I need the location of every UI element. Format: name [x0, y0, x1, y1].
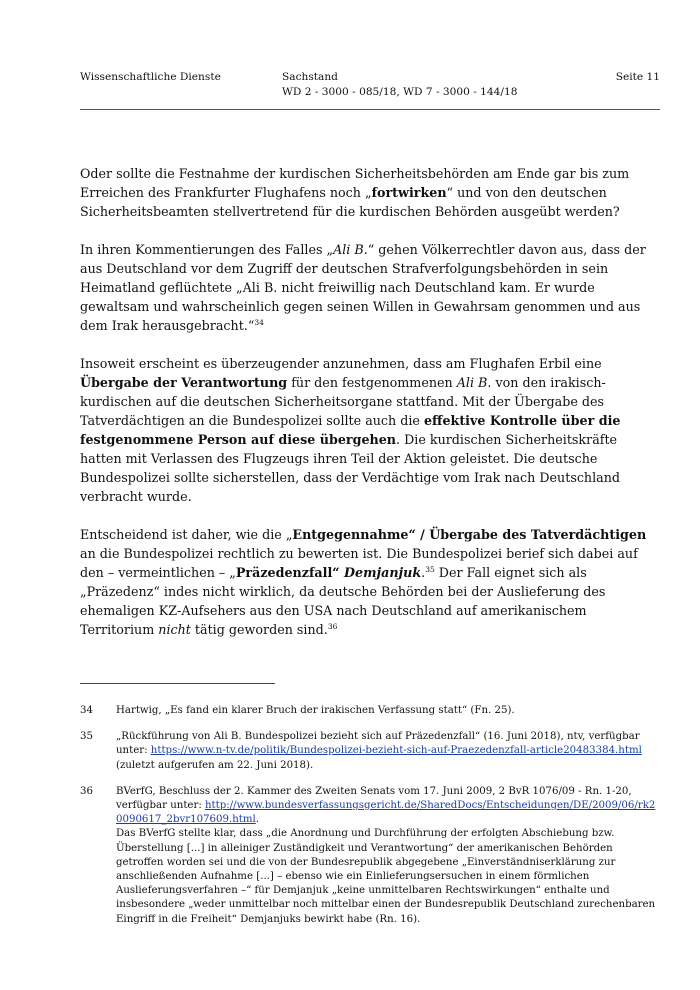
footnote-text: Hartwig, „Es fand ein klarer Bruch der irakischen Verfassung statt“ (Fn. 25).	[116, 705, 515, 716]
text-span: von den irakisch-kurdischen auf die deutschen Sicherheitsorgane stattfand. Mit der Übergabe des Tatverdächtigen an die Bundespolizei sollte auch die	[80, 375, 606, 428]
footnote-commentary: Das BVerfG stellte klar, dass „die Anordnung und Durchführung der erfolgten Abschiebung bzw. Überstellung [...] in alleiniger Zuständigkeit und Verantwortung“ der amerikanischen Behörden getroffen worden sei und die von der Bundesrepublik abgegebene „Einverständniserklärung zur anschließenden Aufnahme [...] – ebenso wie ein Einlieferungsersuchen in einem förmlichen Auslieferungsverfahren –“ für Demjanjuk „keine unmittelbaren Rechtswirkungen“ enthalte und insbesondere „weder unmittelbar noch mittelbar einen der Bundesrepublik Deutschland zurechenbaren Eingriff in die Freiheit“ Demjanjuks bewirkt habe (Rn. 16).	[116, 828, 656, 925]
text-span: “ und von den deutschen Sicherheitsbeamten stellvertretend für die kurdischen Behörden ausgeübt werden?	[80, 185, 620, 219]
text-span: .	[255, 814, 260, 826]
italic-ali-b: Ali B.	[333, 242, 368, 257]
text-span: Insoweit erscheint es überzeugender anzunehmen, dass am Flughafen Erbil eine	[80, 356, 602, 371]
italic-nicht: nicht	[158, 622, 191, 637]
emphasis-demjanjuk: Demjanjuk	[344, 565, 422, 580]
footnote-34	[80, 704, 660, 718]
header-doc-type: Sachstand	[282, 71, 338, 83]
text-span: BVerfG, Beschluss der 2. Kammer des Zweiten Senats vom 17. Juni 2009, 2 BvR 1076/09 - Rn. 1-20, verfügbar unter:	[116, 785, 632, 812]
footnote-35	[80, 730, 660, 773]
text-span: Oder sollte die Festnahme der kurdischen Sicherheitsbehörden am Ende gar bis zum Erreichen des Frankfurter Flughafens noch „	[80, 166, 630, 200]
paragraph-1	[80, 164, 660, 221]
emphasis-effektive-kontrolle: effektive Kontrolle über die festgenommene Person auf diese übergehen	[80, 413, 621, 447]
footnote-divider	[80, 683, 275, 684]
header-divider	[80, 109, 660, 110]
footnote-number: 36	[80, 785, 93, 797]
footnote-number: 35	[80, 731, 93, 743]
page-number: Seite 11	[615, 71, 660, 83]
footnote-number: 34	[80, 705, 93, 716]
ntv-article-link[interactable]: https://www.n-tv.de/politik/Bundespolizei-bezieht-sich-auf-Praezedenzfall-article20483384.html	[150, 745, 642, 757]
main-text	[80, 164, 660, 658]
footnote-text	[116, 730, 660, 773]
text-span: .	[421, 565, 426, 580]
text-span: „Rückführung von Ali B. Bundespolizei bezieht sich auf Präzedenzfall“ (16. Juni 2018), ntv, verfügbar unter:	[116, 731, 640, 757]
footnote-ref-35[interactable]: 35	[425, 564, 435, 574]
text-span: Der Fall eignet sich als „Präzedenz“ indes nicht wirklich, da deutsche Behörden bei der Auslieferung des ehemaligen KZ-Aufsehers aus den USA nach Deutschland auf amerikanischem Territorium	[80, 565, 606, 637]
emphasis-uebergabe: Übergabe der Verantwortung	[80, 375, 288, 390]
text-span: Entscheidend ist daher, wie die „	[80, 527, 293, 542]
paragraph-2	[80, 240, 660, 335]
footnote-36	[80, 785, 660, 927]
bverfg-decision-link[interactable]: http://www.bundesverfassungsgericht.de/SharedDocs/Entscheidungen/DE/2009/06/rk20090617_2bvr107609.html	[116, 800, 656, 826]
emphasis-fortwirken: fortwirken	[371, 185, 447, 200]
text-span: . Die kurdischen Sicherheitskräfte hatten mit Verlassen des Flugzeugs ihren Teil der Aktion geleistet. Die deutsche Bundespolizei sollte sicherstellen, dass der Verdächtige vom Irak nach Deutschland verbracht wurde.	[80, 432, 621, 504]
emphasis-praezedenzfall: Präzedenzfall“	[235, 565, 345, 580]
footnote-ref-36[interactable]: 36	[327, 621, 338, 631]
paragraph-3	[80, 354, 660, 506]
header-doc-reference: WD 2 - 3000 - 085/18, WD 7 - 3000 - 144/18	[282, 86, 518, 98]
emphasis-entgegennahme: Entgegennahme“ / Übergabe des Tatverdächtigen	[292, 527, 647, 542]
footnotes	[80, 704, 660, 939]
footnote-ref-34[interactable]: 34	[254, 317, 264, 327]
text-span: an die Bundespolizei rechtlich zu bewerten ist. Die Bundespolizei berief sich dabei auf den – vermeintlichen – „	[80, 546, 638, 580]
text-span: tätig geworden sind.	[190, 622, 328, 637]
text-span: In ihren Kommentierungen des Falles „	[80, 242, 334, 257]
text-span: (zuletzt aufgerufen am 22. Juni 2018).	[116, 759, 314, 771]
italic-ali-b: Ali B.	[456, 375, 492, 390]
text-span: “ gehen Völkerrechtler davon aus, dass der aus Deutschland vor dem Zugriff der deutschen Strafverfolgungsbehörden in sein Heimatland geflüchtete „Ali B. nicht freiwillig nach Deutschland kam. Er wurde gewaltsam und wahrscheinlich gegen seinen Willen in Gewahrsam genommen und aus dem Irak herausgebracht.“	[80, 242, 646, 333]
header-document-info	[282, 70, 517, 100]
header-department: Wissenschaftliche Dienste	[80, 71, 221, 83]
paragraph-4	[80, 525, 660, 639]
footnote-text	[116, 785, 660, 927]
text-span: für den festgenommenen	[287, 375, 457, 390]
